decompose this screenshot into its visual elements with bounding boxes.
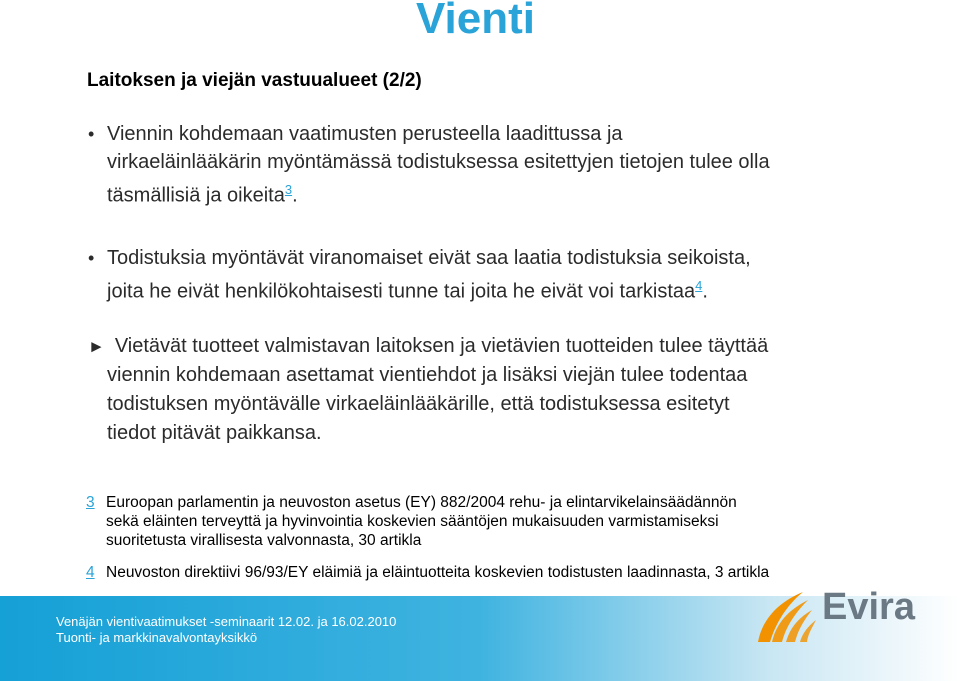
bullet-1-line-2: virkaeläinlääkärin myöntämässä todistuksessa esitettyjen tietojen tulee olla: [107, 151, 770, 173]
footer: [56, 614, 396, 646]
footnote-number-4[interactable]: 4: [86, 564, 95, 581]
slide-title: Vienti: [416, 0, 536, 43]
bullet-dot-icon: •: [88, 248, 95, 268]
footnote-3-line-1: Euroopan parlamentin ja neuvoston asetus (EY) 882/2004 rehu- ja elintarvikelainsäädännön: [106, 494, 737, 511]
arrow-line-3: todistuksen myöntävälle virkaeläinlääkärille, että todistuksessa esitetyt: [107, 393, 730, 415]
footnote-4-line-1: Neuvoston direktiivi 96/93/EY eläimiä ja eläintuotteita koskevien todistusten laadinnasta, 3 artikla: [106, 564, 770, 581]
footnote-3: [86, 493, 916, 550]
footer-line-2: Tuonti- ja markkinavalvontayksikkö: [56, 630, 258, 645]
arrow-point: [88, 332, 908, 448]
slide-subtitle: Laitoksen ja viejän vastuualueet (2/2): [87, 70, 422, 91]
arrow-line-1: Vietävät tuotteet valmistavan laitoksen ja vietävien tuotteiden tulee täyttää: [114, 335, 769, 357]
evira-logo-sunburst-icon: [758, 592, 816, 642]
footnote-number-3[interactable]: 3: [86, 494, 95, 511]
bullet-2-period: .: [702, 280, 708, 303]
arrow-line-2: viennin kohdemaan asettamat vientiehdot ja lisäksi viejän tulee todentaa: [107, 364, 748, 386]
bullet-1-line-1: Viennin kohdemaan vaatimusten perusteella laadittussa ja: [107, 123, 623, 145]
bullet-dot-icon: •: [88, 124, 95, 144]
bullet-2-line-2: joita he eivät henkilökohtaisesti tunne tai joita he eivät voi tarkistaa: [107, 280, 696, 303]
footnote-3-line-3: suoritetusta virallisesta valvonnasta, 30 artikla: [106, 532, 422, 549]
footnote-3-line-2: sekä eläinten terveyttä ja hyvinvointia koskevien sääntöjen mukaisuuden varmistamiseksi: [106, 513, 719, 530]
bullet-item-1: [88, 120, 888, 210]
footer-line-1: Venäjän vientivaatimukset -seminaarit 12.02. ja 16.02.2010: [56, 614, 397, 629]
footnote-ref-4[interactable]: 4: [695, 278, 703, 293]
bullet-item-2: [88, 244, 888, 306]
arrow-right-icon: ►: [88, 337, 105, 356]
arrow-line-4: tiedot pitävät paikkansa.: [107, 422, 322, 444]
bullet-1-line-3: täsmällisiä ja oikeita: [107, 184, 285, 207]
bullet-1-period: .: [292, 184, 298, 207]
bullet-2-line-1: Todistuksia myöntävät viranomaiset eivät saa laatia todistuksia seikoista,: [107, 247, 751, 269]
footnote-ref-3[interactable]: 3: [284, 182, 293, 197]
evira-logo-text: Evira: [822, 586, 915, 628]
